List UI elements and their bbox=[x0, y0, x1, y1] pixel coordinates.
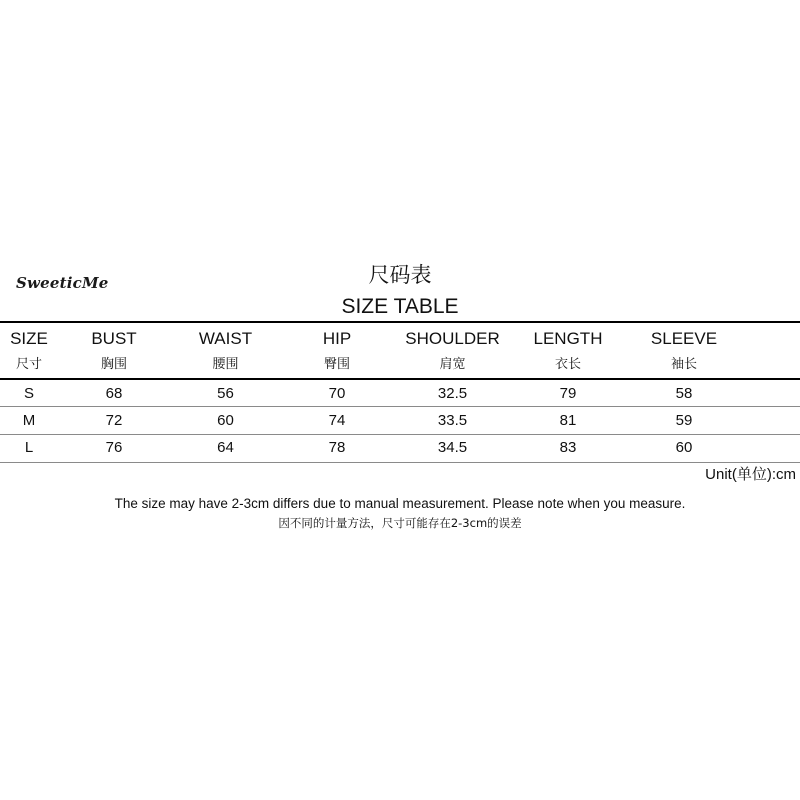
header-hip-cn: 臀围 bbox=[323, 357, 350, 372]
table-row bbox=[0, 411, 800, 431]
page-title-chinese: 尺码表 bbox=[368, 263, 432, 287]
cell-bust: 72 bbox=[105, 412, 123, 429]
row-divider bbox=[0, 434, 800, 435]
cell-shoulder: 34.5 bbox=[437, 439, 468, 456]
unit-label: Unit(单位):cm bbox=[705, 466, 796, 483]
table-row bbox=[0, 384, 800, 404]
header-sleeve-cn: 袖长 bbox=[670, 357, 697, 372]
header-size-cn: 尺寸 bbox=[15, 357, 42, 372]
cell-hip: 78 bbox=[328, 439, 346, 456]
table-top-rule bbox=[0, 321, 800, 323]
row-divider bbox=[0, 406, 800, 407]
cell-waist: 64 bbox=[217, 439, 234, 456]
header-bust: BUST bbox=[91, 329, 137, 348]
header-size: SIZE bbox=[10, 329, 48, 348]
cell-size: L bbox=[24, 439, 34, 456]
cell-waist: 60 bbox=[217, 412, 234, 429]
cell-length: 83 bbox=[559, 439, 577, 456]
brand-logo: SweeticMe bbox=[16, 274, 109, 292]
header-bottom-rule bbox=[0, 378, 800, 380]
table-row bbox=[0, 438, 800, 458]
cell-sleeve: 60 bbox=[675, 439, 693, 456]
measurement-note: The size may have 2-3cm differs due to manual measurement. Please note when you measure. bbox=[114, 496, 686, 511]
cell-shoulder: 33.5 bbox=[437, 412, 468, 429]
header-bust-cn: 胸围 bbox=[100, 357, 127, 372]
header-sleeve: SLEEVE bbox=[650, 329, 718, 348]
page-title: SIZE TABLE bbox=[341, 295, 459, 318]
header-waist: WAIST bbox=[198, 329, 253, 348]
cell-hip: 74 bbox=[328, 412, 346, 429]
cell-shoulder: 32.5 bbox=[437, 385, 468, 402]
header-row-english bbox=[0, 327, 800, 351]
measurement-note-chinese: 因不同的计量方法，尺寸可能存在2-3cm的误差 bbox=[278, 516, 522, 530]
cell-bust: 68 bbox=[105, 385, 123, 402]
cell-size: S bbox=[23, 385, 34, 402]
cell-waist: 56 bbox=[217, 385, 234, 402]
header-row-chinese bbox=[0, 355, 800, 375]
cell-length: 79 bbox=[559, 385, 577, 402]
cell-size: M bbox=[22, 412, 36, 429]
header-hip: HIP bbox=[322, 329, 352, 348]
header-length: LENGTH bbox=[533, 329, 603, 348]
cell-length: 81 bbox=[559, 412, 577, 429]
header-shoulder-cn: 肩宽 bbox=[439, 357, 466, 372]
cell-bust: 76 bbox=[105, 439, 123, 456]
header-waist-cn: 腰围 bbox=[212, 357, 239, 372]
header-shoulder: SHOULDER bbox=[405, 329, 500, 348]
header-length-cn: 衣长 bbox=[554, 357, 581, 372]
cell-hip: 70 bbox=[328, 385, 346, 402]
cell-sleeve: 59 bbox=[675, 412, 693, 429]
table-bottom-rule bbox=[0, 462, 800, 463]
cell-sleeve: 58 bbox=[675, 385, 693, 402]
